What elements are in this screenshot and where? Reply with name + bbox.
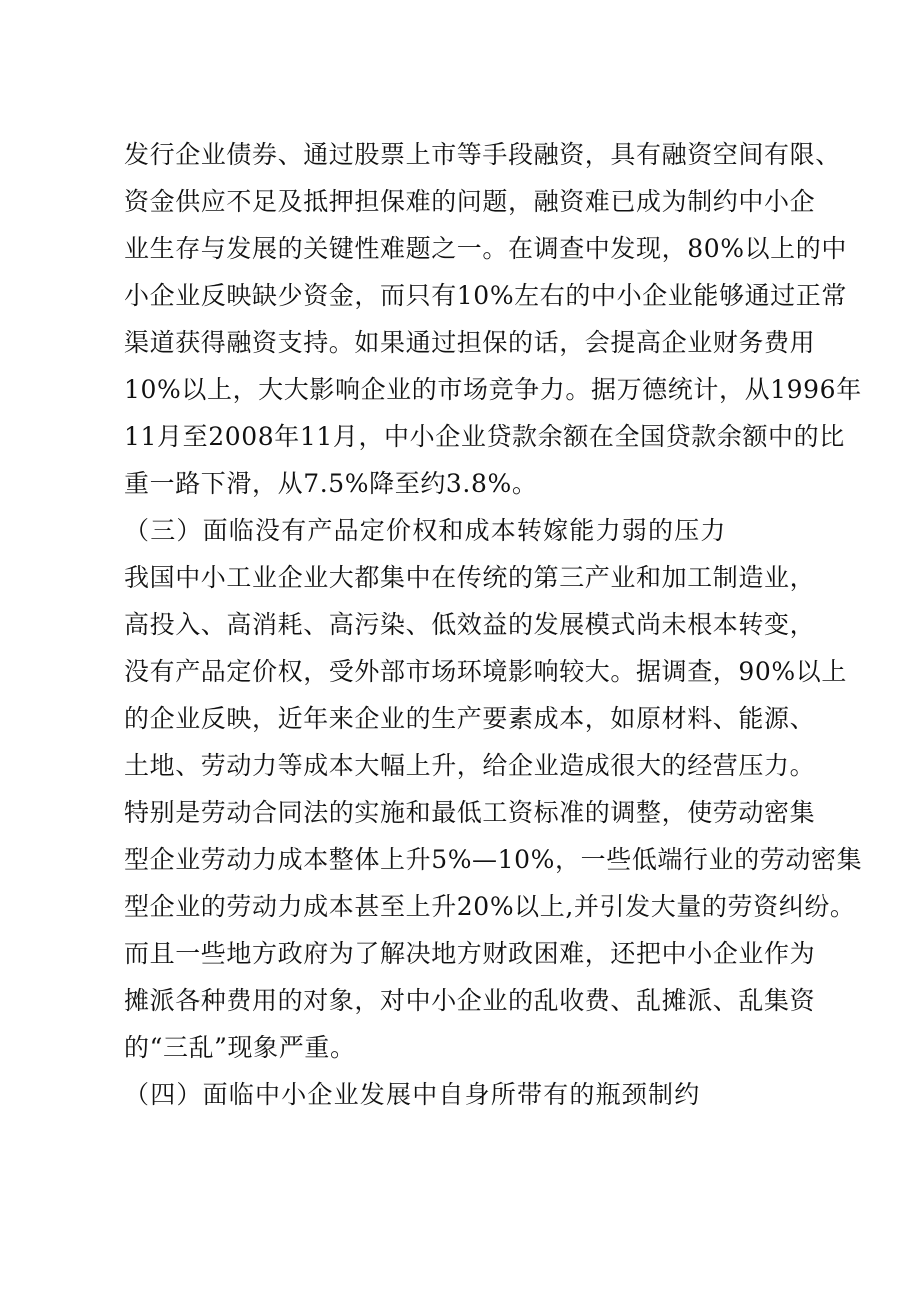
paragraph-line: 高投入、高消耗、高污染、低效益的发展模式尚未根本转变， — [124, 610, 816, 639]
paragraph-line: 发行企业债券、通过股票上市等手段融资，具有融资空间有限、 — [124, 140, 841, 169]
paragraph-line: 我国中小工业企业大都集中在传统的第三产业和加工制造业， — [124, 563, 816, 592]
paragraph-line: 的企业反映，近年来企业的生产要素成本，如原材料、能源、 — [124, 704, 816, 733]
paragraph-line: 型企业劳动力成本整体上升5%—10%，一些低端行业的劳动密集 — [124, 845, 863, 874]
paragraph-line: 的“三乱”现象严重。 — [124, 1033, 356, 1062]
paragraph-line: 重一路下滑，从7.5%降至约3.8%。 — [124, 469, 538, 498]
paragraph-line: 业生存与发展的关键性难题之一。在调查中发现，80%以上的中 — [124, 234, 847, 263]
paragraph-line: 摊派各种费用的对象，对中小企业的乱收费、乱摊派、乱集资 — [124, 986, 816, 1015]
paragraph-line: 10%以上，大大影响企业的市场竞争力。据万德统计，从1996年 — [124, 375, 862, 404]
section-heading-3: （三）面临没有产品定价权和成本转嫁能力弱的压力 — [124, 516, 727, 545]
paragraph-line: 11月至2008年11月，中小企业贷款余额在全国贷款余额中的比 — [124, 422, 845, 451]
paragraph-line: 土地、劳动力等成本大幅上升，给企业造成很大的经营压力。 — [124, 751, 816, 780]
paragraph-line: 小企业反映缺少资金，而只有10%左右的中小企业能够通过正常 — [124, 281, 847, 310]
paragraph-line: 而且一些地方政府为了解决地方财政困难，还把中小企业作为 — [124, 939, 816, 968]
paragraph-line: 没有产品定价权，受外部市场环境影响较大。据调查，90%以上 — [124, 657, 847, 686]
paragraph-line: 特别是劳动合同法的实施和最低工资标准的调整，使劳动密集 — [124, 798, 816, 827]
paragraph-line: 渠道获得融资支持。如果通过担保的话，会提高企业财务费用 — [124, 328, 816, 357]
paragraph-line: 资金供应不足及抵押担保难的问题，融资难已成为制约中小企 — [124, 187, 816, 216]
section-heading-4: （四）面临中小企业发展中自身所带有的瓶颈制约 — [124, 1080, 701, 1109]
paragraph-line: 型企业的劳动力成本甚至上升20%以上,并引发大量的劳资纠纷。 — [124, 892, 856, 921]
